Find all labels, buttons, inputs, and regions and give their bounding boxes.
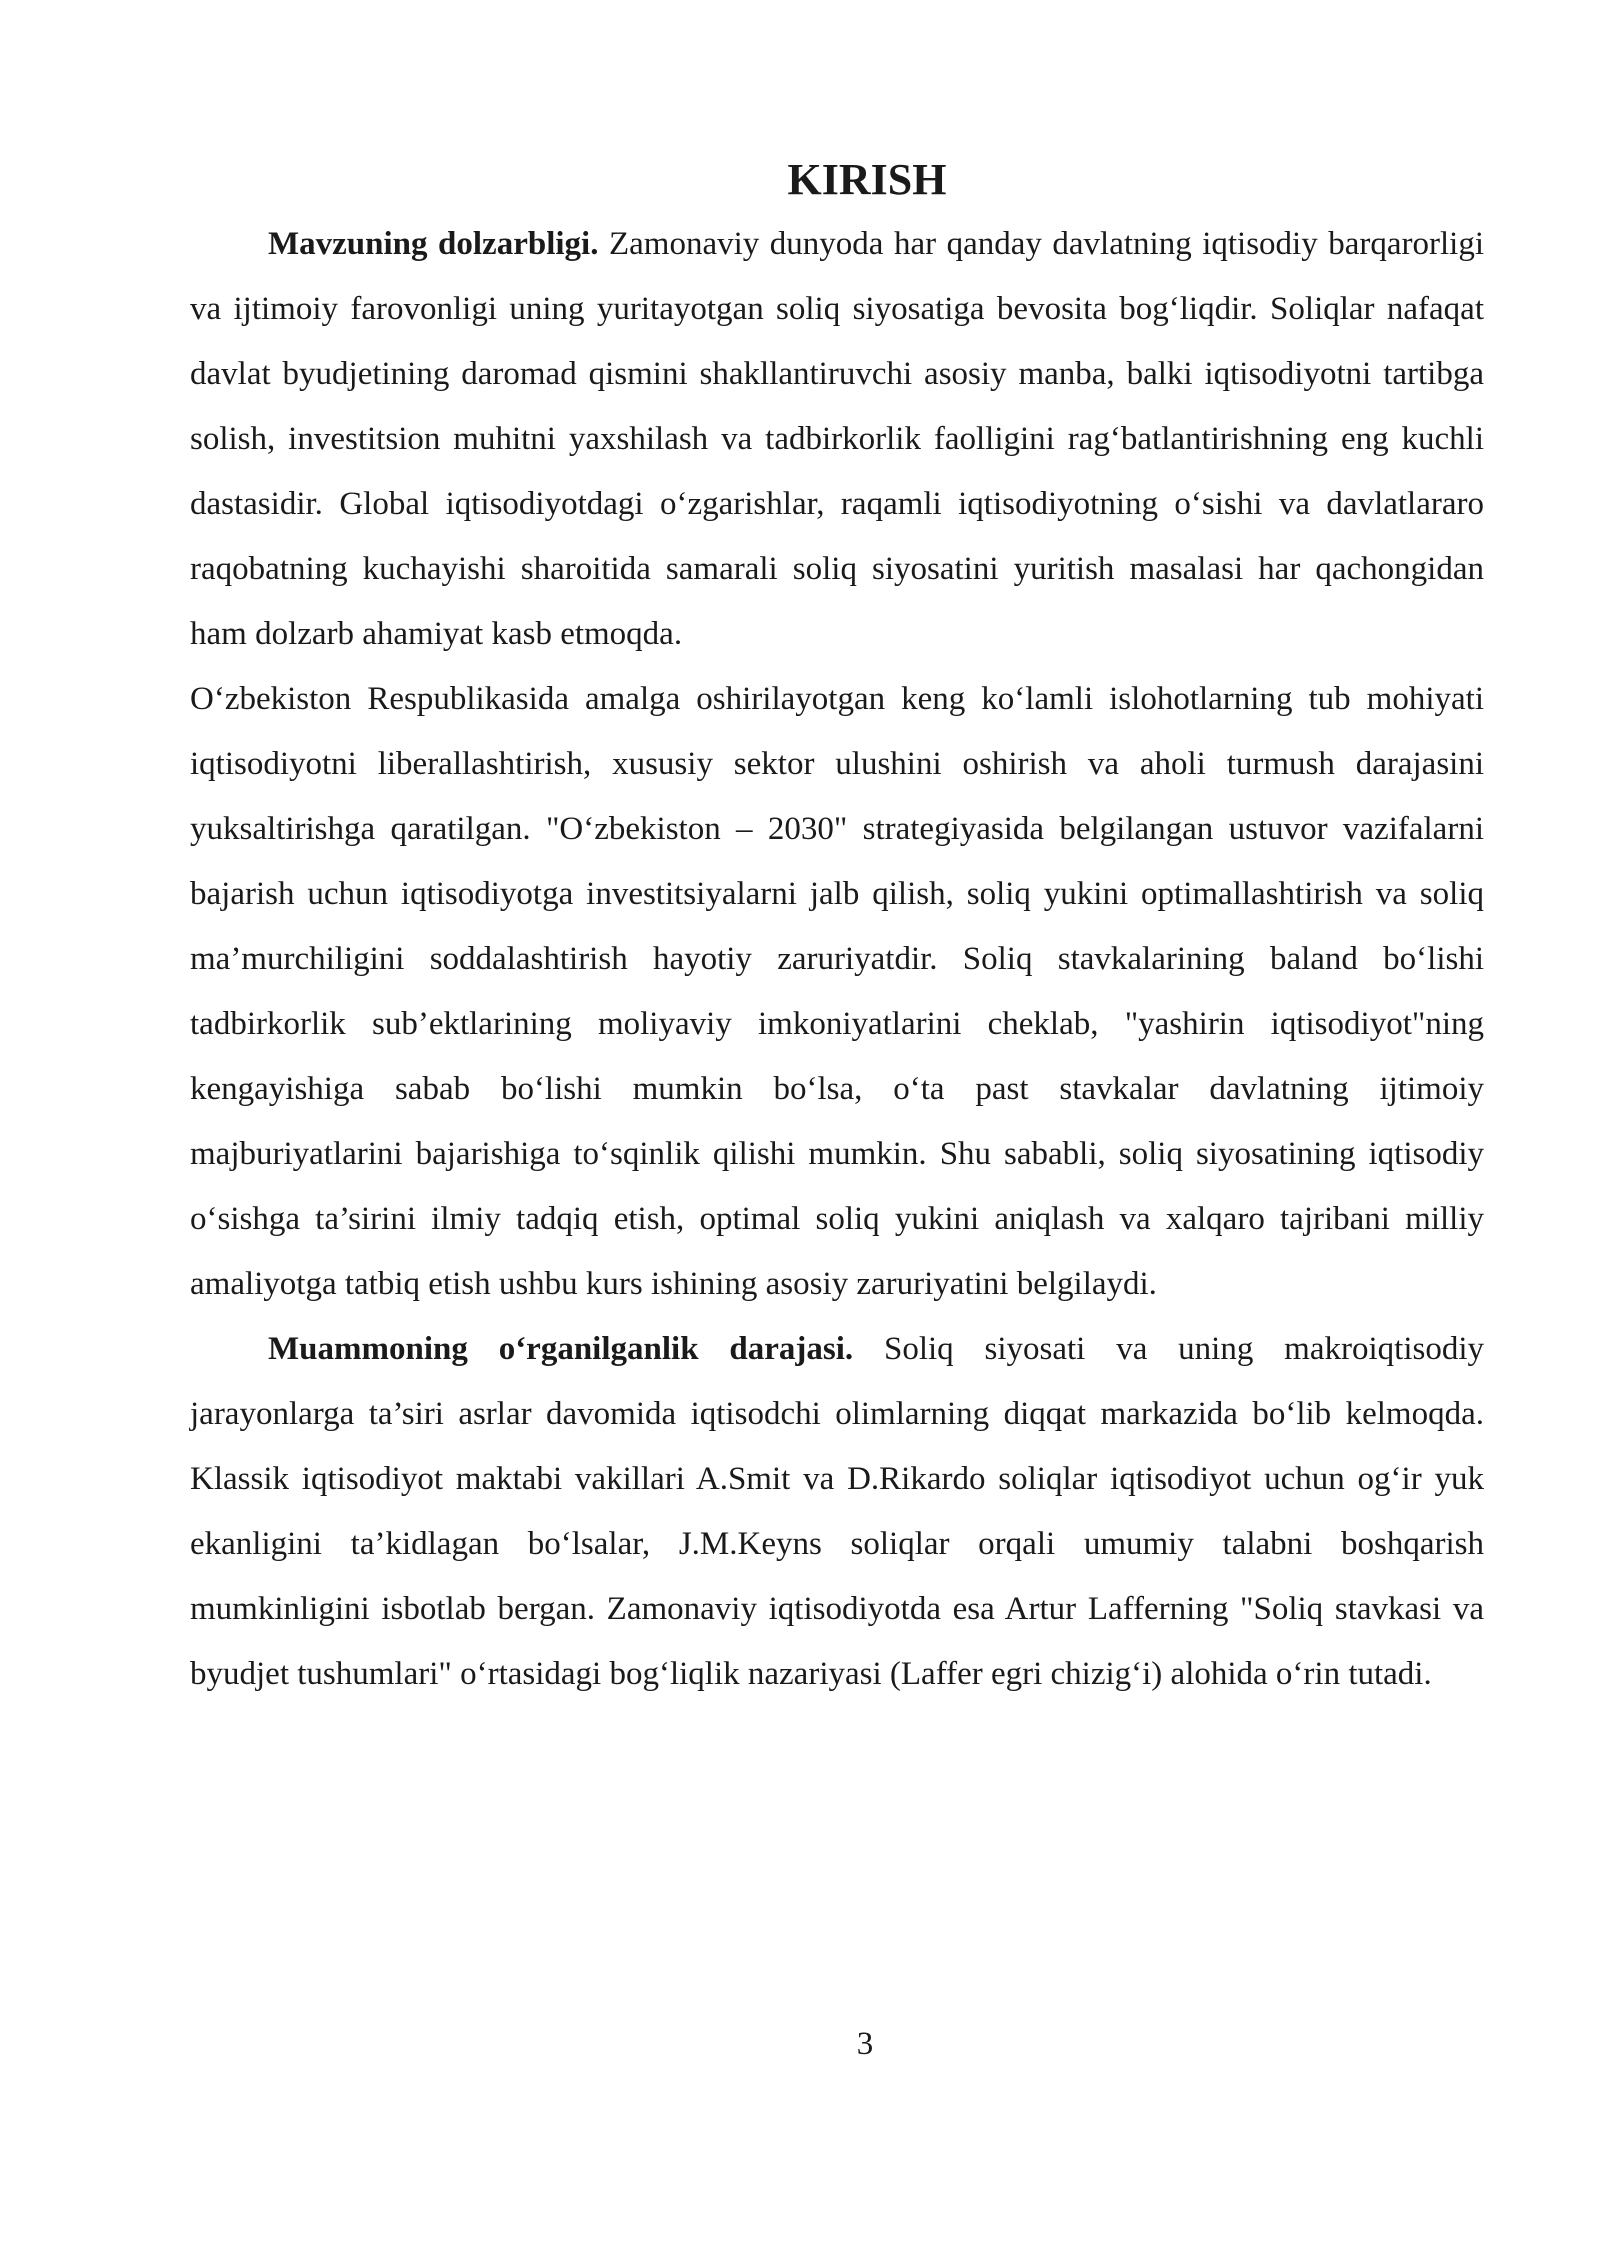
paragraph-study-level (190, 1317, 1484, 1707)
page-title: KIRISH (787, 155, 947, 204)
paragraph-text: Soliq siyosati va uning makroiqtisodiy jarayonlarga ta’siri asrlar davomida iqtisodchi olimlarning diqqat markazida bo‘lib kelmoqda. Klassik iqtisodiyot maktabi vakillari A.Smit va D.Rikardo soliqlar iqtisodiyot uchun og‘ir yuk ekanligini ta’kidlagan bo‘lsalar, J.M.Keyns soliqlar orqali umumiy talabni boshqarish mumkinligini isbotlab bergan. Zamonaviy iqtisodiyotda esa Artur Lafferning "Soliq stavkasi va byudjet tushumlari" o‘rtasidagi bog‘liqlik nazariyasi (Laffer egri chizig‘i) alohida o‘rin tutadi. (190, 1331, 1484, 1692)
page-number: 3 (856, 2026, 874, 2062)
paragraph-relevance (190, 212, 1484, 667)
paragraph-lead: Mavzuning dolzarbligi. (268, 226, 599, 262)
paragraph-lead: Muammoning o‘rganilganlik darajasi. (268, 1331, 854, 1367)
paragraph-reforms (190, 667, 1484, 1317)
paragraph-text: O‘zbekiston Respublikasida amalga oshirilayotgan keng ko‘lamli islohotlarning tub mohiyati iqtisodiyotni liberallashtirish, xususiy sektor ulushini oshirish va aholi turmush darajasini yuksaltirishga qaratilgan. "O‘zbekiston – 2030" strategiyasida belgilangan ustuvor vazifalarni bajarish uchun iqtisodiyotga investitsiyalarni jalb qilish, soliq yukini optimallashtirish va soliq ma’murchiligini soddalashtirish hayotiy zaruriyatdir. Soliq stavkalarining baland bo‘lishi tadbirkorlik sub’ektlarining moliyaviy imkoniyatlarini cheklab, "yashirin iqtisodiyot"ning kengayishiga sabab bo‘lishi mumkin bo‘lsa, o‘ta past stavkalar davlatning ijtimoiy majburiyatlarini bajarishiga to‘sqinlik qilishi mumkin. Shu sababli, soliq siyosatining iqtisodiy o‘sishga ta’sirini ilmiy tadqiq etish, optimal soliq yukini aniqlash va xalqaro tajribani milliy amaliyotga tatbiq etish ushbu kurs ishining asosiy zaruriyatini belgilaydi. (190, 681, 1484, 1302)
paragraph-text: Zamonaviy dunyoda har qanday davlatning iqtisodiy barqarorligi va ijtimoiy farovonligi uning yuritayotgan soliq siyosatiga bevosita bog‘liqdir. Soliqlar nafaqat davlat byudjetining daromad qismini shakllantiruvchi asosiy manba, balki iqtisodiyotni tartibga solish, investitsion muhitni yaxshilash va tadbirkorlik faolligini rag‘batlantirishning eng kuchli dastasidir. Global iqtisodiyotdagi o‘zgarishlar, raqamli iqtisodiyotning o‘sishi va davlatlararo raqobatning kuchayishi sharoitida samarali soliq siyosatini yuritish masalasi har qachongidan ham dolzarb ahamiyat kasb etmoqda. (190, 226, 1484, 652)
page-content (190, 150, 1484, 1707)
